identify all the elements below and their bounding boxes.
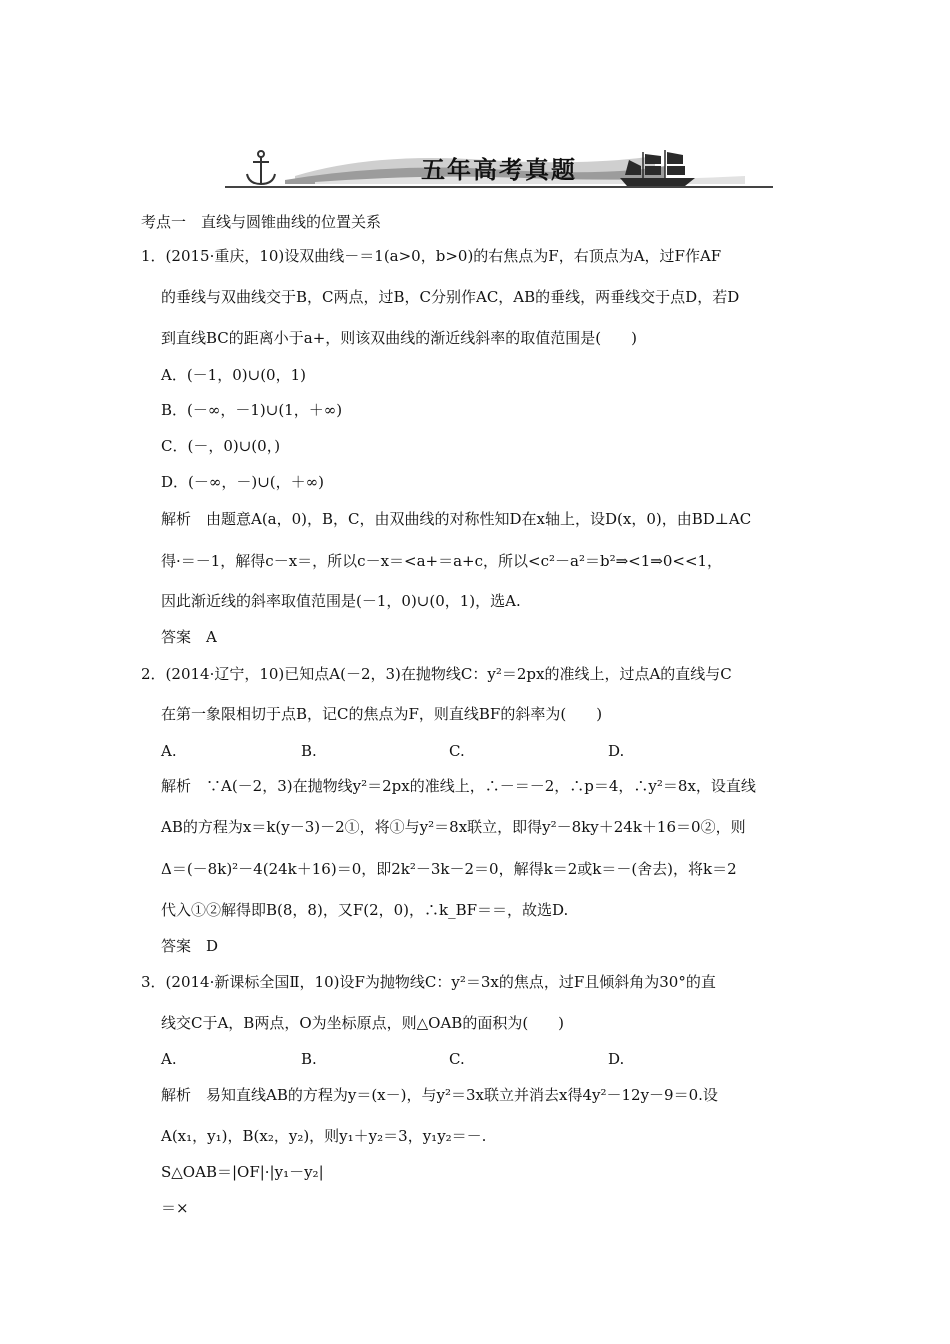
problem-1-option-c: C．(－，0)∪(0，) <box>161 437 281 455</box>
section-banner <box>225 146 773 192</box>
problem-3-option-b: B. <box>301 1050 317 1068</box>
problem-2-line-2: 在第一象限相切于点B，记C的焦点为F，则直线BF的斜率为( ) <box>161 705 603 723</box>
problem-1-solution-1: 解析 由题意A(a，0)，B，C，由双曲线的对称性知D在x轴上，设D(x，0)，由BD⊥AC <box>161 510 752 528</box>
problem-3-option-c: C. <box>449 1050 465 1068</box>
problem-2-solution-3: Δ＝(－8k)²－4(24k＋16)＝0，即2k²－3k－2＝0，解得k＝2或k＝－(舍去)，将k＝2 <box>161 860 737 878</box>
problem-2-line-1: 2．(2014·辽宁，10)已知点A(－2，3)在抛物线C：y²＝2px的准线上，过点A的直线与C <box>141 665 732 683</box>
problem-3-line-2: 线交C于A，B两点，O为坐标原点，则△OAB的面积为( ) <box>161 1014 565 1032</box>
problem-1-line-3: 到直线BC的距离小于a+，则该双曲线的渐近线斜率的取值范围是( ) <box>161 329 637 347</box>
banner-title: 五年高考真题 <box>421 156 577 184</box>
problem-2-answer: 答案 D <box>161 937 219 955</box>
problem-2-option-c: C. <box>449 742 465 760</box>
problem-2-option-b: B. <box>301 742 317 760</box>
problem-3-line-1: 3．(2014·新课标全国Ⅱ，10)设F为抛物线C：y²＝3x的焦点，过F且倾斜角为30°的直 <box>141 973 716 991</box>
problem-3-solution-4: ＝× <box>161 1199 189 1217</box>
problem-3-solution-1: 解析 易知直线AB的方程为y＝(x－)，与y²＝3x联立并消去x得4y²－12y－9＝0.设 <box>161 1086 718 1104</box>
problem-1-option-b: B．(－∞，－1)∪(1，＋∞) <box>161 401 343 419</box>
problem-1-line-2: 的垂线与双曲线交于B，C两点，过B，C分别作AC，AB的垂线，两垂线交于点D，若D <box>161 288 740 306</box>
section-title: 考点一 直线与圆锥曲线的位置关系 <box>141 213 382 231</box>
problem-3-solution-2: A(x₁，y₁)，B(x₂，y₂)，则y₁＋y₂＝3，y₁y₂＝－. <box>161 1127 487 1145</box>
problem-1-solution-2: 得·＝－1，解得c－x＝，所以c－x＝<a+＝a+c，所以<c²－a²＝b²⇒<1⇒0<<1， <box>161 552 723 570</box>
problem-2-option-d: D. <box>608 742 625 760</box>
problem-1-line-1: 1．(2015·重庆，10)设双曲线－＝1(a>0，b>0)的右焦点为F，右顶点为A，过F作AF <box>141 247 722 265</box>
problem-2-solution-1: 解析 ∵A(－2，3)在抛物线y²＝2px的准线上，∴－＝－2，∴p＝4，∴y²＝8x，设直线 <box>161 777 756 795</box>
problem-1-solution-3: 因此渐近线的斜率取值范围是(－1，0)∪(0，1)，选A. <box>161 592 521 610</box>
problem-1-option-d: D．(－∞，－)∪(，＋∞) <box>161 473 324 491</box>
problem-3-option-a: A. <box>161 1050 177 1068</box>
problem-3-option-d: D. <box>608 1050 625 1068</box>
problem-1-answer: 答案 A <box>161 628 217 646</box>
problem-2-solution-4: 代入①②解得即B(8，8)，又F(2，0)，∴k_BF＝＝，故选D. <box>161 901 569 919</box>
problem-3-solution-3: S△OAB＝|OF|·|y₁－y₂| <box>161 1163 324 1181</box>
problem-1-option-a: A．(－1，0)∪(0，1) <box>161 366 306 384</box>
problem-2-solution-2: AB的方程为x＝k(y－3)－2①，将①与y²＝8x联立，即得y²－8ky＋24k＋16＝0②，则 <box>161 818 746 836</box>
problem-2-option-a: A. <box>161 742 177 760</box>
